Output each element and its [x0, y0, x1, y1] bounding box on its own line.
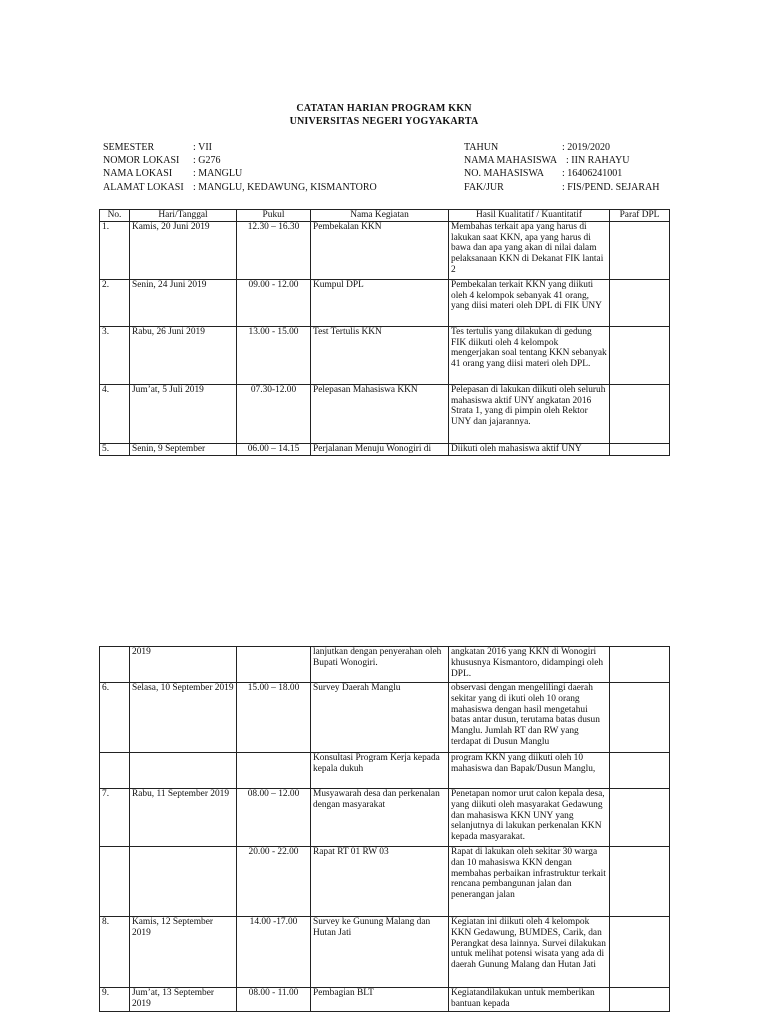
- row-signature: [610, 647, 670, 683]
- info-label-alamat-lokasi: ALAMAT LOKASI: [103, 182, 184, 193]
- row-activity: Konsultasi Program Kerja kepada kepala dukuh: [311, 753, 449, 789]
- row-signature: [610, 988, 670, 1012]
- info-value-no-mahasiswa: : 16406241001: [562, 168, 623, 179]
- header-activity: Nama Kegiatan: [311, 210, 449, 222]
- document-title: CATATAN HARIAN PROGRAM KKN: [296, 103, 472, 114]
- row-signature: [610, 917, 670, 988]
- row-time: 09.00 - 12.00: [237, 279, 311, 326]
- table-row: [100, 789, 670, 847]
- header-date: Hari/Tanggal: [130, 210, 237, 222]
- row-no: [100, 847, 130, 917]
- row-time: 07.30-12.00: [237, 384, 311, 443]
- header-time: Pukul: [237, 210, 311, 222]
- info-value-nama-mahasiswa: : IIN RAHAYU: [566, 155, 630, 166]
- row-signature: [610, 279, 670, 326]
- row-result: Kegiatandilakukan untuk memberikan bantuan kepada: [449, 988, 610, 1012]
- row-result: Kegiatan ini diikuti oleh 4 kelompok KKN Gedawung, BUMDES, Carik, dan Perangkat desa lainnya. Survei dilakukan untuk melihat potensi wisata yang ada di daerah Gunung Malang dan Hutan Jati: [449, 917, 610, 988]
- row-date: Jum’at, 5 Juli 2019: [130, 384, 237, 443]
- row-signature: [610, 443, 670, 455]
- row-signature: [610, 847, 670, 917]
- row-time: [237, 753, 311, 789]
- row-activity: Survey ke Gunung Malang dan Hutan Jati: [311, 917, 449, 988]
- row-date: 2019: [130, 647, 237, 683]
- row-activity: Pembagian BLT: [311, 988, 449, 1012]
- row-signature: [610, 753, 670, 789]
- row-no: 6.: [100, 683, 130, 753]
- table-row: [100, 221, 670, 279]
- info-label-nomor-lokasi: NOMOR LOKASI: [103, 155, 180, 166]
- row-activity: Pelepasan Mahasiswa KKN: [311, 384, 449, 443]
- row-activity: Perjalanan Menuju Wonogiri di: [311, 443, 449, 455]
- row-no: 8.: [100, 917, 130, 988]
- row-result: Diikuti oleh mahasiswa aktif UNY: [449, 443, 610, 455]
- row-activity: Kumpul DPL: [311, 279, 449, 326]
- row-no: 2.: [100, 279, 130, 326]
- header-result: Hasil Kualitatif / Kuantitatif: [449, 210, 610, 222]
- info-value-semester: : VII: [193, 142, 212, 153]
- row-result: Rapat di lakukan oleh sekitar 30 warga dan 10 mahasiswa KKN dengan membahas perbaikan infrastruktur terkait rencana pembangunan jalan dan penerangan jalan: [449, 847, 610, 917]
- info-value-tahun: : 2019/2020: [562, 142, 611, 153]
- row-date: Rabu, 11 September 2019: [130, 789, 237, 847]
- row-result: Membahas terkait apa yang harus di lakukan saat KKN, apa yang harus di bawa dan apa yang akan di nilai dalam pelaksanaan KKN di Dekanat FIK lantai 2: [449, 221, 610, 279]
- table-row: [100, 917, 670, 988]
- info-label-tahun: TAHUN: [464, 142, 499, 153]
- row-no: [100, 753, 130, 789]
- row-date: Rabu, 26 Juni 2019: [130, 326, 237, 384]
- row-time: 08.00 - 11.00: [237, 988, 311, 1012]
- info-label-fak-jur: FAK/JUR: [464, 182, 504, 193]
- row-signature: [610, 683, 670, 753]
- row-date: Kamis, 20 Juni 2019: [130, 221, 237, 279]
- header-signature: Paraf DPL: [610, 210, 670, 222]
- row-no: 5.: [100, 443, 130, 455]
- row-date: Selasa, 10 September 2019: [130, 683, 237, 753]
- row-date: Senin, 24 Juni 2019: [130, 279, 237, 326]
- row-result: program KKN yang diikuti oleh 10 mahasiswa dan Bapak/Dusun Manglu,: [449, 753, 610, 789]
- header-no: No.: [100, 210, 130, 222]
- row-result: Pelepasan di lakukan diikuti oleh seluruh mahasiswa aktif UNY angkatan 2016 Strata 1, yang di pimpin oleh Rektor UNY dan jajarannya.: [449, 384, 610, 443]
- row-time: 06.00 – 14.15: [237, 443, 311, 455]
- info-value-nomor-lokasi: : G276: [193, 155, 221, 166]
- table-row: [100, 753, 670, 789]
- row-time: 14.00 -17.00: [237, 917, 311, 988]
- row-activity: Pembekalan KKN: [311, 221, 449, 279]
- table-header-row: [100, 210, 670, 222]
- row-no: 7.: [100, 789, 130, 847]
- row-activity: Survey Daerah Manglu: [311, 683, 449, 753]
- row-no: [100, 647, 130, 683]
- row-result: observasi dengan mengelilingi daerah sekitar yang di ikuti oleh 10 orang mahasiswa dengan hasil mengetahui batas antar dusun, terutama batas dusun Manglu. Jumlah RT dan RW yang terdapat di Dusun Manglu: [449, 683, 610, 753]
- info-value-alamat-lokasi: : MANGLU, KEDAWUNG, KISMANTORO: [193, 182, 377, 193]
- info-label-semester: SEMESTER: [103, 142, 155, 153]
- table-row: [100, 443, 670, 455]
- row-activity: Rapat RT 01 RW 03: [311, 847, 449, 917]
- row-signature: [610, 384, 670, 443]
- info-value-nama-lokasi: : MANGLU: [193, 168, 243, 179]
- row-date: [130, 847, 237, 917]
- row-result: Pembekalan terkait KKN yang diikuti oleh 4 kelompok sebanyak 41 orang, yang diisi materi oleh DPL di FIK UNY: [449, 279, 610, 326]
- row-no: 1.: [100, 221, 130, 279]
- row-date: Senin, 9 September: [130, 443, 237, 455]
- activity-log-table-page-1: [99, 209, 670, 456]
- row-time: 12.30 – 16.30: [237, 221, 311, 279]
- row-signature: [610, 221, 670, 279]
- table-row: [100, 647, 670, 683]
- row-time: 15.00 – 18.00: [237, 683, 311, 753]
- document-subtitle: UNIVERSITAS NEGERI YOGYAKARTA: [289, 116, 479, 127]
- table-row: [100, 847, 670, 917]
- info-label-nama-lokasi: NAMA LOKASI: [103, 168, 173, 179]
- row-time: 13.00 - 15.00: [237, 326, 311, 384]
- table-row: [100, 384, 670, 443]
- row-result: Tes tertulis yang dilakukan di gedung FIK diikuti oleh 4 kelompok mengerjakan soal tentang KKN sebanyak 41 orang yang diisi materi oleh DPL.: [449, 326, 610, 384]
- row-result: angkatan 2016 yang KKN di Wonogiri khususnya Kismantoro, didampingi oleh DPL.: [449, 647, 610, 683]
- table-row: [100, 988, 670, 1012]
- row-activity: Musyawarah desa dan perkenalan dengan masyarakat: [311, 789, 449, 847]
- info-label-nama-mahasiswa: NAMA MAHASISWA: [464, 155, 558, 166]
- row-date: Jum’at, 13 September 2019: [130, 988, 237, 1012]
- activity-log-table-page-2: [99, 646, 670, 1012]
- info-value-fak-jur: : FIS/PEND. SEJARAH: [562, 182, 660, 193]
- row-result: Penetapan nomor urut calon kepala desa, yang diikuti oleh masyarakat Gedawung dan mahasiswa KKN UNY yang selanjutnya di lakukan perkenalan KKN kepada masyarakat.: [449, 789, 610, 847]
- row-no: 4.: [100, 384, 130, 443]
- row-signature: [610, 789, 670, 847]
- row-time: 08.00 – 12.00: [237, 789, 311, 847]
- row-no: 9.: [100, 988, 130, 1012]
- table-row: [100, 326, 670, 384]
- row-date: Kamis, 12 September 2019: [130, 917, 237, 988]
- info-label-no-mahasiswa: NO. MAHASISWA: [464, 168, 545, 179]
- row-activity: lanjutkan dengan penyerahan oleh Bupati Wonogiri.: [311, 647, 449, 683]
- row-date: [130, 753, 237, 789]
- row-time: [237, 647, 311, 683]
- row-activity: Test Tertulis KKN: [311, 326, 449, 384]
- table-row: [100, 683, 670, 753]
- row-time: 20.00 - 22.00: [237, 847, 311, 917]
- row-signature: [610, 326, 670, 384]
- table-row: [100, 279, 670, 326]
- row-no: 3.: [100, 326, 130, 384]
